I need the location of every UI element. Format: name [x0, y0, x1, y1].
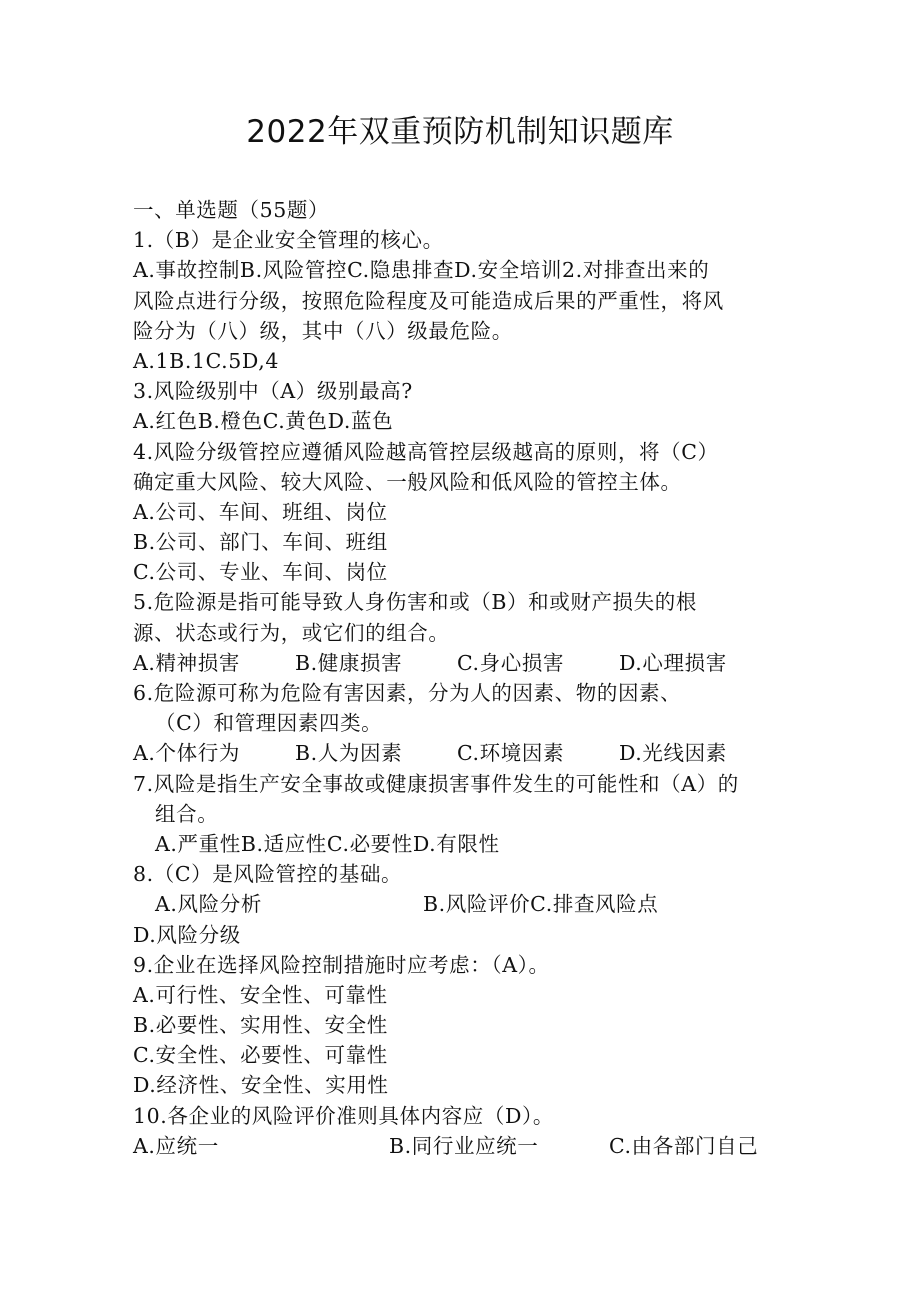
- question-6-options: [133, 738, 798, 768]
- question-1: 1.（B）是企业安全管理的核心。: [133, 228, 444, 253]
- question-10: 10.各企业的风险评价准则具体内容应（D）。: [133, 1103, 554, 1128]
- section-heading: 一、单选题（55题）: [133, 198, 330, 222]
- question-4-option-c: C.公司、专业、车间、岗位: [133, 560, 388, 585]
- option-a: A.应统一: [133, 1133, 219, 1158]
- option-c: C.身心损害: [457, 650, 565, 675]
- question-5-options: [133, 648, 798, 678]
- question-10-options: [133, 1131, 798, 1161]
- option-a: A.精神损害: [133, 650, 240, 675]
- question-4-option-a: A.公司、车间、班组、岗位: [133, 499, 388, 524]
- option-b: B.健康损害: [295, 650, 403, 675]
- option-b-c: B.风险评价C.排查风险点: [423, 892, 659, 917]
- question-7-options: A.严重性B.适应性C.必要性D.有限性: [155, 831, 500, 856]
- option-a: A.个体行为: [133, 741, 240, 766]
- option-d: D.光线因素: [619, 741, 727, 766]
- question-4-line-1: 4.风险分级管控应遵循风险越高管控层级越高的原则，将（C）: [133, 439, 719, 464]
- question-7-line-2: 组合。: [155, 801, 219, 826]
- option-a: A.风险分析: [155, 892, 262, 917]
- question-9-option-b: B.必要性、实用性、安全性: [133, 1013, 388, 1038]
- question-5-line-2: 源、状态或行为，或它们的组合。: [133, 620, 450, 645]
- question-4-line-2: 确定重大风险、较大风险、一般风险和低风险的管控主体。: [133, 469, 682, 494]
- option-c: C.环境因素: [457, 741, 565, 766]
- question-6-line-1: 6.危险源可称为危险有害因素，分为人的因素、物的因素、: [133, 681, 682, 705]
- question-list: [133, 195, 798, 1161]
- question-2-options: A.1B.1C.5D,4: [133, 348, 279, 373]
- option-b: B.人为因素: [295, 741, 403, 766]
- question-8-option-d: D.风险分级: [133, 922, 241, 947]
- option-c: C.由各部门自己: [609, 1133, 759, 1158]
- question-2-text-line-3: 险分为（八）级，其中（八）级最危险。: [133, 318, 513, 343]
- question-9-option-d: D.经济性、安全性、实用性: [133, 1073, 389, 1098]
- question-3: 3.风险级别中（A）级别最高?: [133, 379, 413, 404]
- question-1-options: A.事故控制B.风险管控C.隐患排查D.安全培训2.对排查出来的: [133, 258, 710, 283]
- question-3-options: A.红色B.橙色C.黄色D.蓝色: [133, 409, 394, 434]
- question-9: 9.企业在选择风险控制措施时应考虑：（A）。: [133, 952, 550, 977]
- question-8-options: [133, 889, 798, 919]
- option-d: D.心理损害: [619, 650, 727, 675]
- question-4-option-b: B.公司、部门、车间、班组: [133, 530, 388, 555]
- question-9-option-c: C.安全性、必要性、可靠性: [133, 1043, 388, 1068]
- question-7-line-1: 7.风险是指生产安全事故或健康损害事件发生的可能性和（A）的: [133, 771, 739, 796]
- question-2-text-line-2: 风险点进行分级，按照危险程度及可能造成后果的严重性，将风: [133, 288, 724, 313]
- question-5-line-1: 5.危险源是指可能导致人身伤害和或（B）和或财产损失的根: [133, 590, 697, 615]
- option-b: B.同行业应统一: [389, 1133, 539, 1158]
- document-title: 2022年双重预防机制知识题库: [246, 114, 674, 150]
- question-8: 8.（C）是风险管控的基础。: [133, 862, 403, 887]
- question-6-line-2: （C）和管理因素四类。: [155, 711, 383, 736]
- question-9-option-a: A.可行性、安全性、可靠性: [133, 982, 388, 1007]
